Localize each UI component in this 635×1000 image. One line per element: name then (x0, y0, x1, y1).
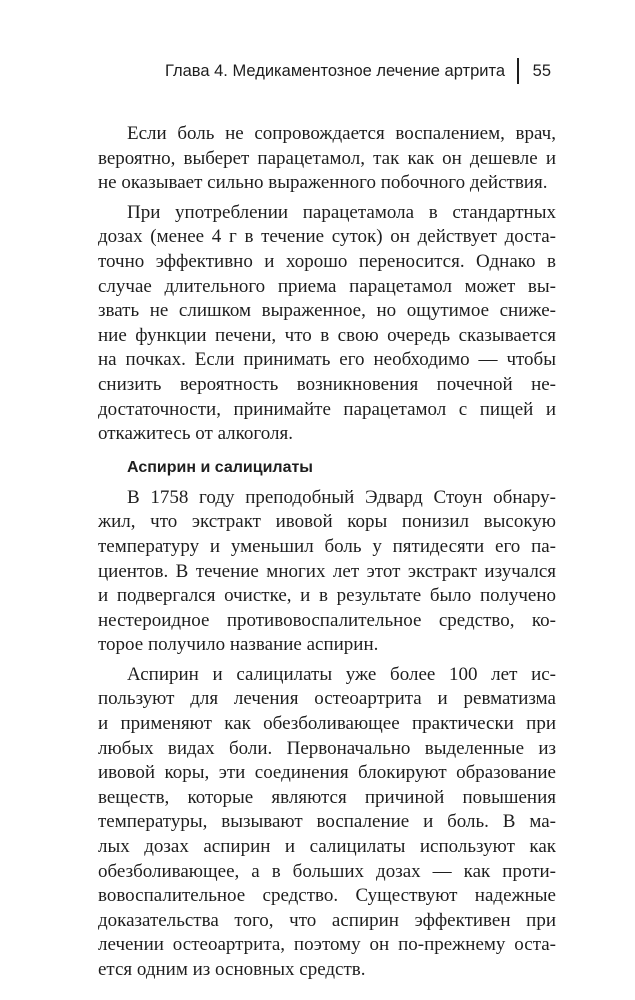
text-line: температуру и уменьшил боль у пятидесяти его па- (98, 535, 556, 557)
text-line: на почках. Если принимать его необходимо — чтобы (98, 349, 556, 371)
header-separator (517, 58, 519, 84)
chapter-title: Глава 4. Медикаментозное лечение артрита (164, 61, 506, 80)
text-line: и подвергался очистке, и в результате было получено (98, 585, 556, 607)
text-line: вероятно, выберет парацетамол, так как он дешевле и (98, 147, 556, 169)
text-line: ется одним из основных средств. (98, 959, 366, 980)
paragraph (98, 663, 556, 983)
text-line: Аспирин и салицилаты уже более 100 лет ис- (127, 663, 556, 685)
text-line: В 1758 году преподобный Эдвард Стоун обнару- (127, 486, 556, 508)
text-line: циентов. В течение многих лет этот экстракт изучался (98, 560, 556, 582)
text-line: и применяют как обезболивающее практически при (98, 713, 556, 735)
text-line: ивовой коры, эти соединения блокируют образование (98, 762, 556, 784)
text-line: жил, что экстракт ивовой коры понизил высокую (98, 511, 556, 533)
text-line: нестероидное противовоспалительное средство, ко- (98, 609, 556, 631)
text-line: случае длительного приема парацетамол может вы- (98, 275, 556, 297)
paragraph (98, 201, 556, 447)
running-head (165, 58, 551, 84)
text-line: обезболивающее, а в больших дозах — как проти- (98, 860, 556, 882)
text-line: доказательства того, что аспирин эффективен при (98, 909, 556, 931)
text-line: торое получило название аспирин. (98, 634, 379, 656)
text-line: снизить вероятность возникновения почечной не- (98, 373, 556, 395)
text-line: ние функции печени, что в свою очередь сказывается (98, 324, 556, 346)
paragraph (98, 122, 556, 196)
paragraph (98, 486, 556, 658)
section-heading: Аспирин и салицилаты (127, 458, 313, 476)
text-line: не оказывает сильно выраженного побочного действия. (98, 172, 548, 194)
text-line: точно эффективно и хорошо переносится. Однако в (98, 250, 556, 272)
text-line: пользуют для лечения остеоартрита и ревматизма (98, 688, 556, 710)
page-number: 55 (532, 61, 551, 80)
text-line: откажитесь от алкоголя. (98, 423, 293, 445)
text-line: температуры, вызывают воспаление и боль. В ма- (98, 811, 556, 833)
text-line: любых видах боли. Первоначально выделенные из (98, 737, 556, 759)
text-line: вовоспалительное средство. Существуют надежные (98, 885, 556, 907)
text-line: дозах (менее 4 г в течение суток) он действует доста- (98, 226, 556, 248)
text-line: звать не слишком выраженное, но ощутимое сниже- (98, 300, 556, 322)
text-line: При употреблении парацетамола в стандартных (127, 201, 556, 223)
text-line: веществ, которые являются причиной повышения (98, 786, 556, 808)
text-line: лечении остеоартрита, поэтому он по-прежнему оста- (98, 934, 556, 956)
text-line: лых дозах аспирин и салицилаты используют как (98, 836, 556, 858)
text-line: Если боль не сопровождается воспалением, врач, (127, 123, 556, 144)
body-text (98, 122, 556, 983)
text-line: достаточности, принимайте парацетамол с пищей и (98, 398, 556, 420)
